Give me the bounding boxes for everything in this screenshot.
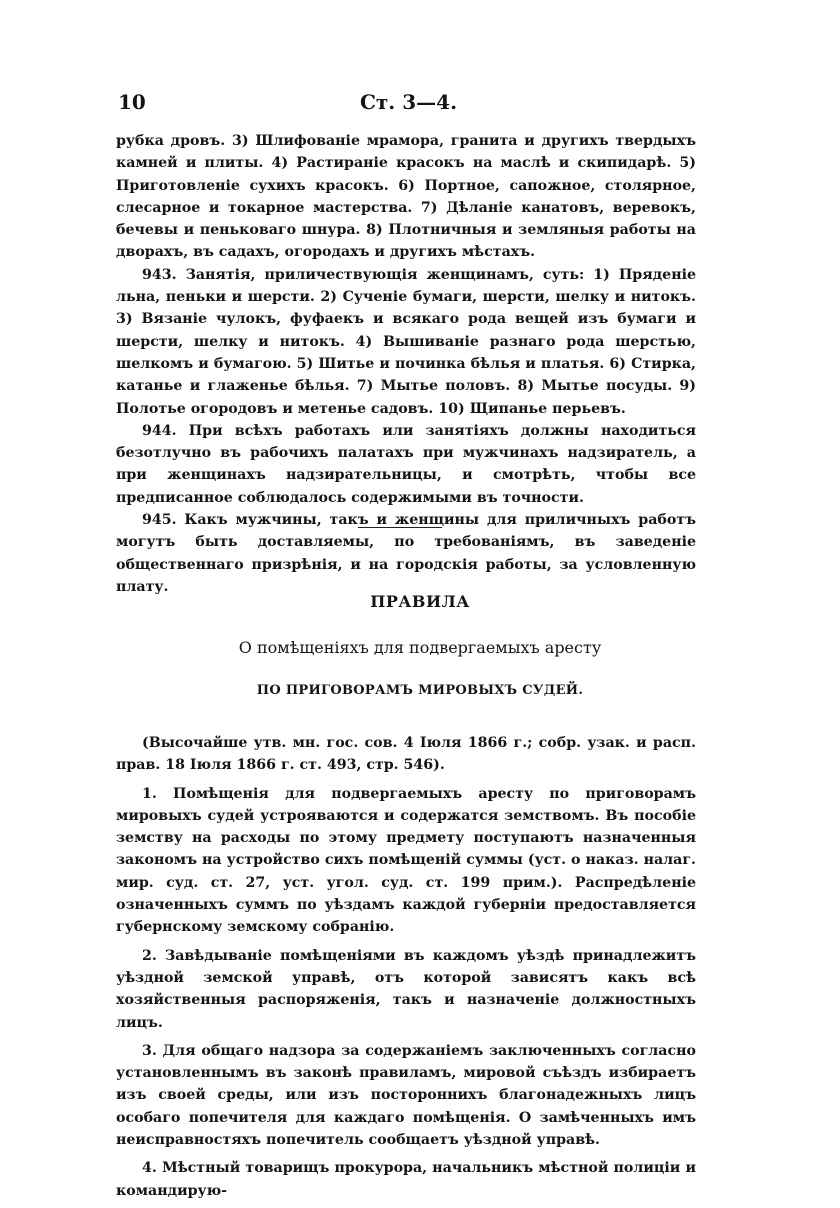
section-divider	[358, 527, 442, 528]
article-943: 943. Занятія, приличествующія женщинамъ, суть: 1) Пряденіе льна, пеньки и шерсти. 2) Сученіе бумаги, шерсти, шелку и нитокъ. 3) Вязаніе чулокъ, фуфаекъ и всякаго рода вещей изъ бумаги и шерсти, шелку и нитокъ. 4) Вышиваніе разнаго рода шерстью, шелкомъ и бумагою. 5) Шитье и починка бѣлья и платья. 6) Стирка, катанье и глаженье бѣлья. 7) Мытье половъ. 8) Мытье посуды. 9) Полотье огородовъ и метенье садовъ. 10) Щипанье перьевъ.	[116, 266, 696, 417]
citation: (Высочайше утв. мн. гос. сов. 4 Іюля 1866 г.; собр. узак. и расп. прав. 18 Іюля 1866 г. ст. 493, стр. 546).	[116, 735, 696, 774]
rule-4: 4. Мѣстный товарищъ прокурора, начальникъ мѣстной полиціи и командирую-	[116, 1160, 696, 1199]
rule-2: 2. Завѣдываніе помѣщеніями въ каждомъ уѣздѣ принадлежитъ уѣздной земской управѣ, отъ которой зависятъ какъ всѣ хозяйственныя распоряженія, такъ и назначеніе должностныхъ лицъ.	[116, 947, 696, 1031]
article-reference: Ст. 3—4.	[360, 90, 458, 114]
article-944: 944. При всѣхъ работахъ или занятіяхъ должны находиться безотлучно въ рабочихъ палатахъ при мужчинахъ надзиратель, а при женщинахъ надзирательницы, и смотрѣть, чтобы все предписанное соблюдалось содержимыми въ точности.	[116, 422, 696, 506]
continuation-paragraph: рубка дровъ. 3) Шлифованіе мрамора, гранита и другихъ твердыхъ камней и плиты. 4) Растираніе красокъ на маслѣ и скипидарѣ. 5) Приготовленіе сухихъ красокъ. 6) Портное, сапожное, столярное, слесарное и токарное мастерства. 7) Дѣланіе канатовъ, веревокъ, бечевы и пеньковаго шнура. 8) Плотничныя и земляныя работы на дворахъ, въ садахъ, огородахъ и другихъ мѣстахъ.	[116, 133, 696, 261]
rule-1: 1. Помѣщенія для подвергаемыхъ аресту по приговорамъ мировыхъ судей устрояваются и содержатся земствомъ. Въ пособіе земству на расходы по этому предмету поступаютъ назначенныя закономъ на устройство сихъ помѣщеній суммы (уст. о наказ. налаг. мир. суд. ст. 27, уст. угол. суд. ст. 199 прим.). Распредѣленіе означенныхъ суммъ по уѣздамъ каждой губерніи предоставляется губернскому земскому собранію.	[116, 785, 696, 936]
rules-title: ПРАВИЛА	[370, 592, 470, 611]
rules-subtitle-2: ПО ПРИГОВОРАМЪ МИРОВЫХЪ СУДЕЙ.	[256, 683, 584, 698]
rules-text-block	[116, 732, 696, 1208]
page-number: 10	[118, 90, 146, 114]
rule-3: 3. Для общаго надзора за содержаніемъ заключенныхъ согласно установленнымъ въ законѣ правиламъ, мировой съѣздъ избираетъ изъ своей среды, или изъ постороннихъ благонадежныхъ лицъ особаго попечителя для каждаго помѣщенія. О замѣченныхъ имъ неисправностяхъ попечитель сообщаетъ уѣздной управѣ.	[116, 1042, 696, 1149]
article-945: 945. Какъ мужчины, такъ и женщины для приличныхъ работъ могутъ быть доставляемы, по требованіямъ, въ заведеніе общественнаго призрѣнія, и на городскія работы, за условленную плату.	[116, 512, 696, 595]
rules-subtitle: О помѣщеніяхъ для подвергаемыхъ аресту	[238, 638, 602, 657]
